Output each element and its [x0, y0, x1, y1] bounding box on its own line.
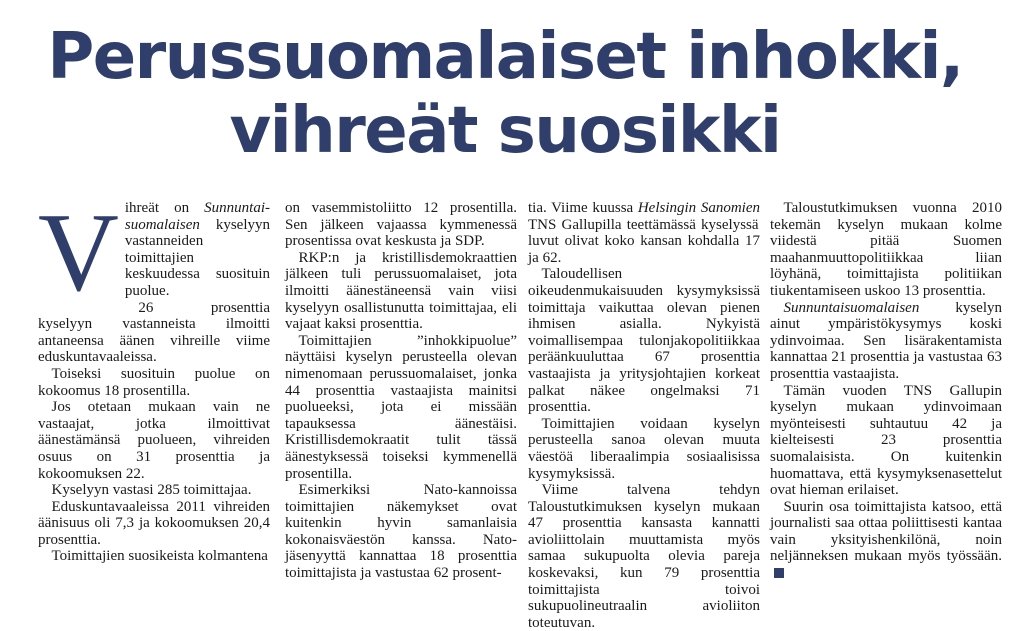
drop-cap: V: [38, 191, 119, 315]
paragraph: Toimittajien ”inhokkipuolue” näyttäisi kyselyn perusteella olevan nimenomaan perussuomalaiset, jonka 44 prosenttia vastaajista mainitsi puolueeksi, jota ei missään tapauksessa äänestäisi. Kristillisdemokraatit tulit tässä äänestyksessä toiseksi kymmenellä prosentilla.: [285, 332, 517, 482]
article-column-4: [770, 200, 1002, 582]
paragraph: Vihreät on Sunnuntaisuomalaisen kyselyyn vastanneiden toimittajien keskuudessa suosituin puolue.: [38, 191, 270, 315]
headline: [0, 20, 1010, 168]
end-of-article-square-icon: [774, 568, 784, 578]
paragraph: Toimittajien suosikeista kolmantena: [51, 548, 268, 565]
article-column-1: [38, 191, 270, 565]
paragraph: Taloudellisen oikeudenmukaisuuden kysymyksissä toimittaja vaikuttaa olevan pienen ihmisen asialla. Nykyistä voimallisempaa tulonjakopolitiikkaa peräänkuuluttaa 67 prosenttia vastaajista ja yritysjohtajien korkeat palkat näkee ongelmaksi 71 prosenttia.: [528, 266, 760, 416]
paragraph: Jos otetaan mukaan vain ne vastaajat, jotka ilmoittivat äänestämänsä puolueen, vihreiden osuus on 31 prosenttia ja kokoomuksen 22.: [38, 399, 270, 482]
paragraph: tia. Viime kuussa Helsingin Sanomien TNS Gallupilla teettämässä kyselyssä luvut olivat koko kansan kohdalla 17 ja 62.: [528, 200, 760, 266]
paragraph: Tämän vuoden TNS Gallupin kyselyn mukaan ydinvoimaan myönteisesti suhtautuu 42 ja kielteisesti 23 prosenttia suomalaisista. On kuitenkin huomattava, että kysymyksenasettelut ovat hieman erilaiset.: [770, 382, 1002, 499]
paragraph: Eduskuntavaaleissa 2011 vihreiden äänisuus oli 7,3 ja kokoomuksen 20,4 prosenttia.: [38, 498, 270, 548]
paragraph: Sunnuntaisuomalaisen kyselyn ainut ympäristökysymys koski ydinvoimaa. Sen lisärakentamista kannattaa 21 prosenttia ja vastustaa 63 prosenttia vastaajista.: [770, 299, 1002, 382]
paragraph: 26 prosenttia kyselyyn vastanneista ilmoitti antaneensa äänen vihreille viime eduskuntavaaleissa.: [38, 299, 270, 366]
paragraph: Suurin osa toimittajista katsoo, että journalisti saa ottaa poliittisesti kantaa vain yksityishenkilönä, noin neljänneksen mukaan myös työssään.: [770, 499, 1002, 582]
headline-line-1: Perussuomalaiset inhokki,: [47, 20, 963, 94]
article-column-2: [285, 200, 517, 582]
paragraph: Toimittajien voidaan kyselyn perusteella sanoa olevan muuta väestöä liberaalimpia sosiaalisissa kysymyksissä.: [528, 415, 760, 482]
paragraph: on vasemmistoliitto 12 prosentilla. Sen jälkeen vajaassa kymmenessä prosentissa ovat keskusta ja SDP.: [285, 200, 517, 250]
paragraph: Kyselyyn vastasi 285 toimittajaa.: [51, 482, 252, 499]
paragraph: RKP:n ja kristillisdemokraattien jälkeen tuli perussuomalaiset, jota ilmoitti äänestäneensä vain viisi kyselyyn osallistunutta toimittajaa, eli vajaat kaksi prosenttia.: [285, 249, 517, 333]
headline-line-2: vihreät suosikki: [229, 94, 781, 168]
paragraph: Esimerkiksi Nato-kannoissa toimittajien näkemykset ovat kuitenkin hyvin samanlaisia kokonaisväestön kanssa. Nato-jäsenyyttä kannattaa 18 prosenttia toimittajista ja vastustaa 62 prosent-: [285, 482, 517, 582]
article-column-3: [528, 200, 760, 631]
paragraph: Viime talvena tehdyn Taloustutkimuksen kyselyn mukaan 47 prosenttia kansasta kannatti avioliittolain muuttamista myös samaa sukupuolta olevia pareja koskevaksi, kun 79 prosenttia toimittajista toivoi sukupuolineutraalin avioliiton toteutuvan.: [528, 482, 760, 631]
paragraph: Taloustutkimuksen vuonna 2010 tekemän kyselyn mukaan kolme viidestä pitää Suomen maahanmuuttopolitiikkaa liian löyhänä, toimittajista politiikan tiukentamiseen uskoo 13 prosenttia.: [770, 200, 1002, 299]
paragraph: Toiseksi suosituin puolue on kokoomus 18 prosentilla.: [38, 365, 270, 399]
